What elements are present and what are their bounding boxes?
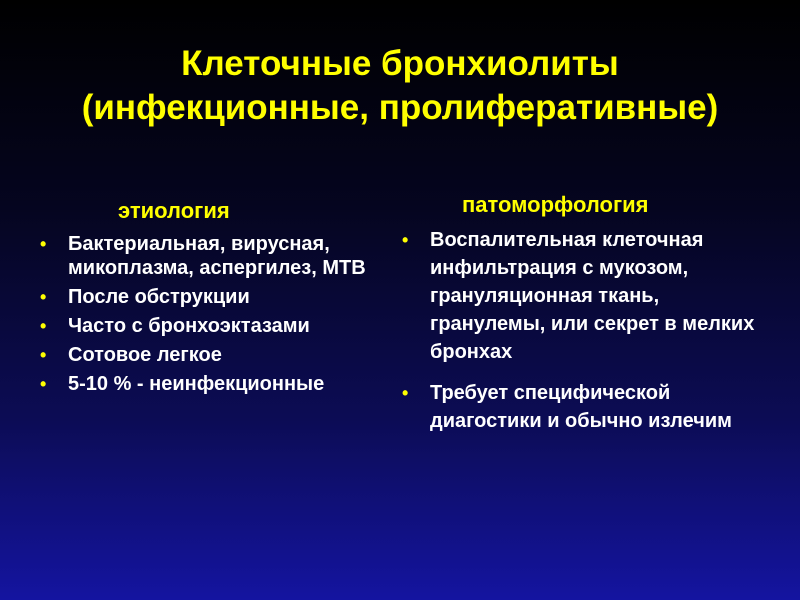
list-item-text: Бактериальная, вирусная, микоплазма, аспергилез, МТВ — [68, 233, 366, 279]
slide-title-line-1: Клеточные бронхиолиты — [181, 44, 619, 83]
list-item — [40, 232, 370, 280]
bullet-icon: • — [402, 383, 409, 403]
list-item-text: Воспалительная клеточная инфильтрация с мукозом, грануляционная ткань, гранулемы, или секрет в мелких бронхах — [430, 229, 755, 363]
list-item-text: Сотовое легкое — [68, 344, 222, 366]
list-item — [40, 314, 370, 338]
etiology-list — [40, 232, 370, 396]
pathomorphology-list — [402, 226, 772, 435]
list-item-text: Часто с бронхоэктазами — [68, 315, 310, 337]
etiology-heading: этиология — [118, 198, 230, 223]
bullet-icon: • — [40, 374, 47, 394]
bullet-icon: • — [40, 287, 47, 307]
list-item-text: Требует специфической диагостики и обычно излечим — [430, 382, 732, 432]
list-item — [40, 343, 370, 367]
bullet-icon: • — [40, 316, 47, 336]
list-item-text: После обструкции — [68, 286, 250, 308]
list-item — [402, 379, 772, 435]
pathomorphology-heading: патоморфология — [462, 192, 649, 217]
slide-title-line-2: (инфекционные, пролиферативные) — [81, 88, 719, 127]
etiology-column — [40, 196, 370, 401]
list-item — [40, 372, 370, 396]
bullet-icon: • — [402, 230, 409, 250]
list-item — [40, 285, 370, 309]
bullet-icon: • — [40, 345, 47, 365]
list-item — [402, 226, 772, 366]
list-item-text: 5-10 % - неинфекционные — [68, 373, 325, 395]
pathomorphology-column — [402, 190, 772, 448]
bullet-icon: • — [40, 234, 47, 254]
slide-title — [0, 42, 800, 130]
